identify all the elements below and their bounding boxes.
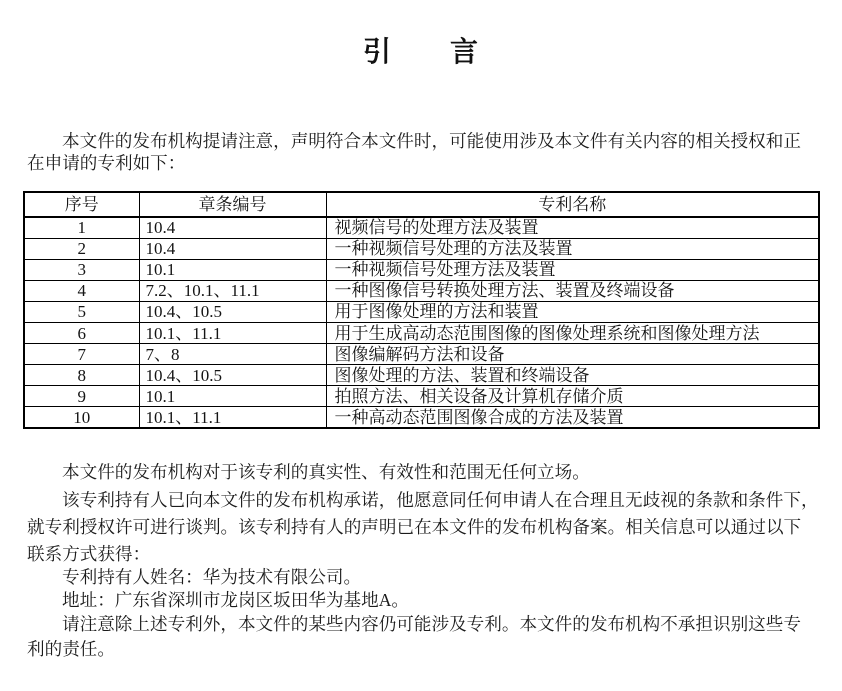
table-row	[24, 280, 819, 301]
patent-clause-cell: 10.4、10.5	[139, 301, 326, 322]
statement-line-1: 本文件的发布机构对于该专利的真实性、有效性和范围无任何立场。	[62, 462, 590, 482]
table-row	[24, 407, 819, 428]
table-row	[24, 217, 819, 238]
table-row	[24, 344, 819, 365]
patent-clause-cell: 10.1	[139, 259, 326, 280]
column-header-index: 序号	[24, 192, 139, 217]
patent-index-cell: 5	[24, 301, 139, 322]
column-header-name: 专利名称	[326, 192, 819, 217]
patent-clause-cell: 7.2、10.1、11.1	[139, 280, 326, 301]
patent-clause-cell: 10.1、11.1	[139, 322, 326, 343]
intro-line-2: 在申请的专利如下：	[27, 153, 186, 173]
patent-index-cell: 10	[24, 407, 139, 428]
page-title: 引 言	[362, 36, 479, 67]
patent-holder-name-line: 专利持有人姓名：华为技术有限公司。	[62, 567, 362, 587]
table-row	[24, 365, 819, 386]
patent-name-cell: 拍照方法、相关设备及计算机存储介质	[326, 386, 819, 407]
patent-name-cell: 图像编解码方法和设备	[326, 344, 819, 365]
patent-clause-cell: 7、8	[139, 344, 326, 365]
table-header-row	[24, 192, 819, 217]
statement-line-8: 利的责任。	[27, 639, 115, 659]
patent-index-cell: 7	[24, 344, 139, 365]
table-row	[24, 238, 819, 259]
patent-index-cell: 9	[24, 386, 139, 407]
patent-table	[23, 191, 820, 429]
patent-holder-address-line: 地址：广东省深圳市龙岗区坂田华为基地A。	[62, 590, 409, 610]
patent-name-cell: 一种视频信号处理方法及装置	[326, 259, 819, 280]
patent-index-cell: 1	[24, 217, 139, 238]
table-row	[24, 322, 819, 343]
statement-line-4: 联系方式获得：	[27, 544, 151, 564]
intro-line-1: 本文件的发布机构提请注意，声明符合本文件时，可能使用涉及本文件有关内容的相关授权和正	[62, 131, 801, 151]
patent-name-cell: 一种高动态范围图像合成的方法及装置	[326, 407, 819, 428]
statement-line-2: 该专利持有人已向本文件的发布机构承诺，他愿意同任何申请人在合理且无歧视的条款和条件下，	[62, 490, 819, 510]
patent-clause-cell: 10.1	[139, 386, 326, 407]
patent-name-cell: 用于生成高动态范围图像的图像处理系统和图像处理方法	[326, 322, 819, 343]
patent-name-cell: 用于图像处理的方法和装置	[326, 301, 819, 322]
patent-index-cell: 3	[24, 259, 139, 280]
patent-index-cell: 2	[24, 238, 139, 259]
column-header-clause: 章条编号	[139, 192, 326, 217]
patent-name-cell: 视频信号的处理方法及装置	[326, 217, 819, 238]
table-row	[24, 301, 819, 322]
patent-name-cell: 一种图像信号转换处理方法、装置及终端设备	[326, 280, 819, 301]
patent-index-cell: 4	[24, 280, 139, 301]
patent-index-cell: 6	[24, 322, 139, 343]
patent-index-cell: 8	[24, 365, 139, 386]
patent-clause-cell: 10.4	[139, 217, 326, 238]
patent-clause-cell: 10.4	[139, 238, 326, 259]
patent-clause-cell: 10.1、11.1	[139, 407, 326, 428]
table-row	[24, 259, 819, 280]
table-row	[24, 386, 819, 407]
patent-name-cell: 一种视频信号处理的方法及装置	[326, 238, 819, 259]
statement-line-7: 请注意除上述专利外，本文件的某些内容仍可能涉及专利。本文件的发布机构不承担识别这些专	[62, 614, 801, 634]
statement-line-3: 就专利授权许可进行谈判。该专利持有人的声明已在本文件的发布机构备案。相关信息可以通过以下	[27, 517, 802, 537]
patent-clause-cell: 10.4、10.5	[139, 365, 326, 386]
patent-name-cell: 图像处理的方法、装置和终端设备	[326, 365, 819, 386]
